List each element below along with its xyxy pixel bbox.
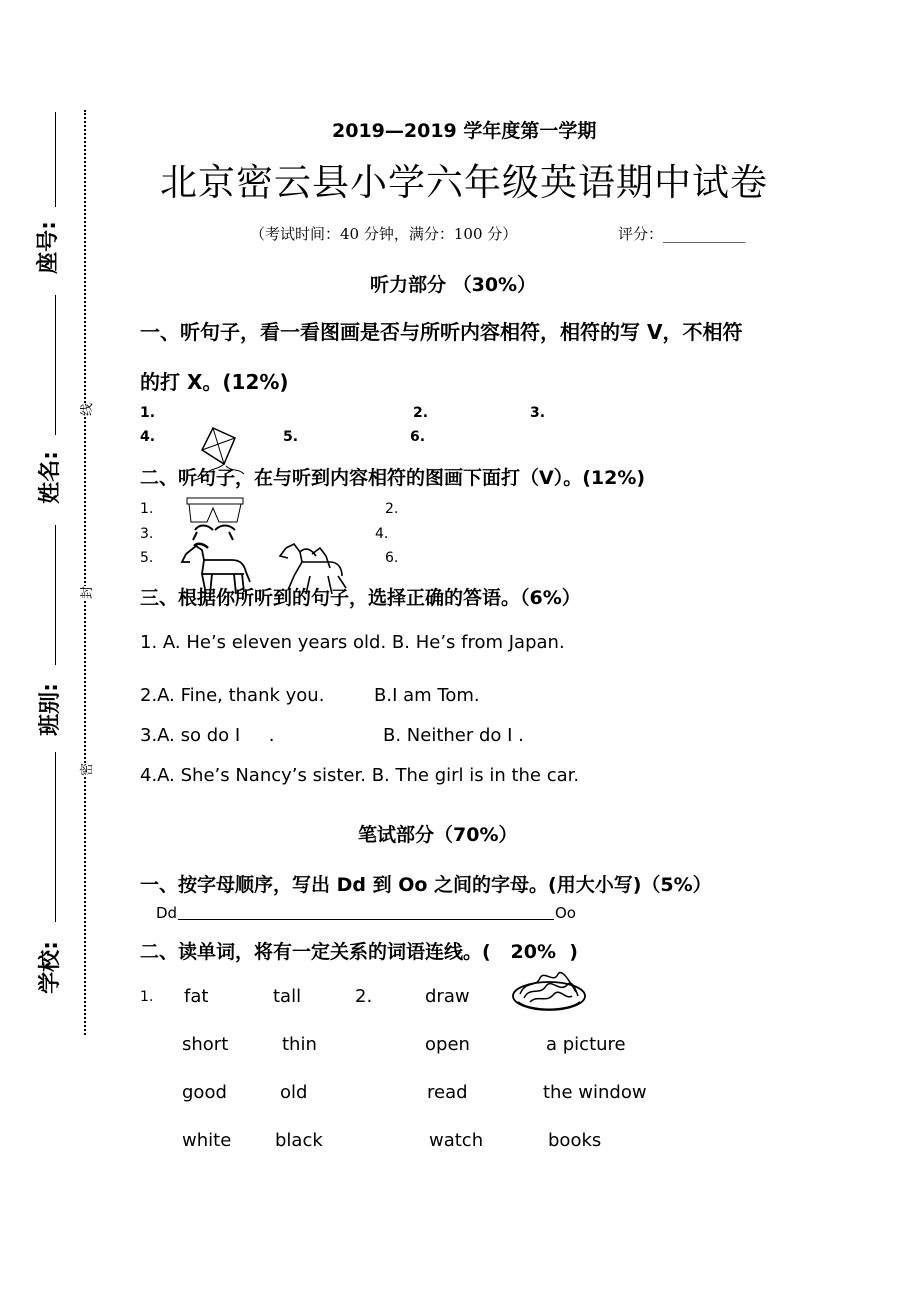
class-label: 班别: bbox=[37, 683, 63, 736]
q1-num: 6. bbox=[410, 429, 426, 445]
seal-mark-seal: 封 bbox=[76, 586, 95, 599]
writing-q2: 二、读单词，将有一定关系的词语连线。( 20% ) bbox=[140, 941, 578, 963]
listening-q3: 三、根据你所听到的句子，选择正确的答语。（6%） bbox=[140, 587, 581, 609]
score-label: 评分：___________ bbox=[618, 225, 746, 243]
q2-num: 6. bbox=[385, 550, 399, 566]
alphabet-answer-line[interactable] bbox=[178, 919, 554, 920]
exam-info: （考试时间：40 分钟，满分：100 分） bbox=[250, 225, 518, 243]
listening-q1-line1: 一、听句子，看一看图画是否与所听内容相符，相符的写 V，不相符 bbox=[140, 320, 743, 344]
group1-right-word[interactable]: thin bbox=[282, 1034, 317, 1055]
group2-right-word[interactable]: the window bbox=[543, 1082, 647, 1103]
group2-right-word[interactable]: books bbox=[548, 1130, 602, 1151]
group2-left-word[interactable]: open bbox=[425, 1034, 470, 1055]
q3-answer-1: 1. A. He’s eleven years old. B. He’s from Japan. bbox=[140, 632, 565, 653]
group1-left-word[interactable]: good bbox=[182, 1082, 227, 1103]
group2-right-word[interactable]: a picture bbox=[546, 1034, 626, 1055]
margin-line-class bbox=[55, 525, 56, 665]
q3-answer-3b: B. Neither do I . bbox=[383, 725, 524, 746]
q2-num: 4. bbox=[375, 526, 389, 542]
q3-answer-2b: B.I am Tom. bbox=[374, 685, 480, 706]
noodles-picture bbox=[510, 966, 588, 1016]
page-title: 北京密云县小学六年级英语期中试卷 bbox=[160, 161, 768, 204]
group1-right-word[interactable]: tall bbox=[273, 986, 302, 1007]
q2-num: 3. bbox=[140, 526, 154, 542]
q3-answer-4: 4.A. She’s Nancy’s sister. B. The girl is in the car. bbox=[140, 765, 580, 786]
seal-mark-secret: 密 bbox=[76, 763, 95, 776]
q1-num: 4. bbox=[140, 429, 156, 445]
listening-q2: 二、听句子，在与听到内容相符的图画下面打（V）。(12%) bbox=[140, 467, 646, 489]
q2-num: 2. bbox=[385, 501, 399, 517]
group2-left-word[interactable]: watch bbox=[429, 1130, 484, 1151]
group2-left-word[interactable]: draw bbox=[425, 986, 470, 1007]
group1-left-word[interactable]: short bbox=[182, 1034, 229, 1055]
margin-line-name bbox=[55, 295, 56, 435]
group1-right-word[interactable]: black bbox=[275, 1130, 323, 1151]
writing-heading: 笔试部分（70%） bbox=[358, 824, 518, 846]
seal-mark-line: 线 bbox=[76, 403, 95, 416]
group2-number: 2. bbox=[355, 986, 373, 1007]
listening-q1-line2: 的打 X。(12%) bbox=[140, 370, 289, 394]
q3-answer-2a: 2.A. Fine, thank you. bbox=[140, 685, 325, 706]
group1-left-word[interactable]: fat bbox=[184, 986, 209, 1007]
seat-label: 座号: bbox=[35, 221, 61, 274]
school-label: 学校: bbox=[37, 941, 63, 994]
q2-num: 1. bbox=[140, 501, 154, 517]
term-heading: 2019—2019 学年度第一学期 bbox=[332, 120, 597, 142]
name-label: 姓名: bbox=[37, 451, 63, 504]
group2-left-word[interactable]: read bbox=[427, 1082, 468, 1103]
q3-answer-3a: 3.A. so do I . bbox=[140, 725, 275, 746]
q1-num: 3. bbox=[530, 405, 546, 421]
margin-line-school bbox=[55, 752, 56, 922]
group1-right-word[interactable]: old bbox=[280, 1082, 308, 1103]
writing-q1: 一、按字母顺序，写出 Dd 到 Oo 之间的字母。(用大小写)（5%） bbox=[140, 874, 712, 896]
group1-number: 1. bbox=[140, 989, 154, 1005]
alphabet-start: Dd bbox=[156, 904, 178, 922]
q2-num: 5. bbox=[140, 550, 154, 566]
clothes-picture bbox=[185, 494, 245, 546]
listening-heading: 听力部分 （30%） bbox=[370, 274, 537, 296]
group1-left-word[interactable]: white bbox=[182, 1130, 232, 1151]
seal-dotted-line bbox=[84, 110, 86, 1035]
q1-num: 1. bbox=[140, 405, 156, 421]
q1-num: 5. bbox=[283, 429, 299, 445]
margin-line-seat bbox=[55, 112, 56, 207]
q1-num: 2. bbox=[413, 405, 429, 421]
alphabet-end: Oo bbox=[555, 904, 576, 922]
